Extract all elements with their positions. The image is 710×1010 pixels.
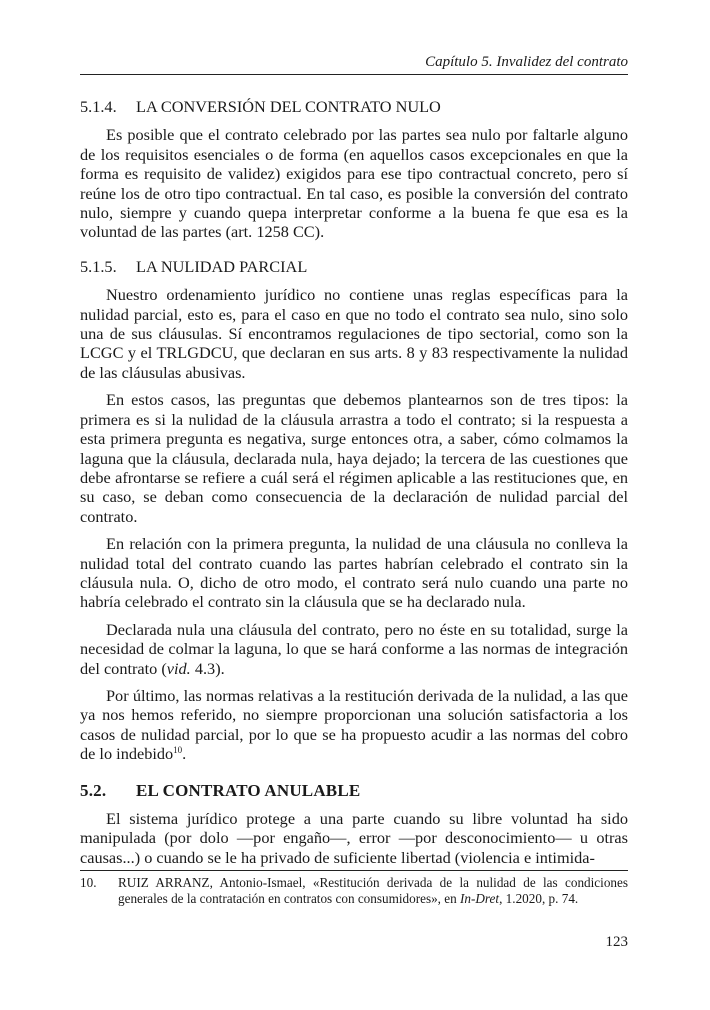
paragraph-text: 4.3). <box>190 658 225 678</box>
paragraph: El sistema jurídico protege a una parte cuando su libre voluntad ha sido manipulada (por dolo —por engaño—, error —por desconocimiento— u otras causas...) o cuando se le ha privado de suficiente libertad (violencia e intimida- <box>80 809 628 867</box>
running-header: Capítulo 5. Invalidez del contrato <box>425 54 628 70</box>
paragraph <box>80 686 628 764</box>
section-number: 5.1.4. <box>80 97 117 116</box>
footnote-text-part: , 1.2020, p. 74. <box>499 891 579 906</box>
section-number: 5.1.5. <box>80 256 117 276</box>
footnote-reference[interactable]: 10 <box>173 745 183 756</box>
page-body <box>80 97 628 867</box>
paragraph: Es posible que el contrato celebrado por las partes sea nulo por faltarle alguno de los requisitos esenciales o de forma (en aquellos casos excepcionales en que la forma es requisito de validez) exigidos para ese tipo contractual concreto, pero sí reúne los de otro tipo contractual. En tal caso, es posible la conversión del contrato nulo, siempre y cuando quepa interpretar conforme a la buena fe que esa es la voluntad de las partes (art. 1258 CC). <box>80 125 628 242</box>
footnote-number: 10. <box>80 875 97 890</box>
section-heading-5-2 <box>80 781 628 800</box>
section-heading-5-1-4 <box>80 97 628 116</box>
footnote-rule <box>80 870 628 871</box>
section-number: 5.2. <box>80 780 107 800</box>
paragraph <box>80 620 628 678</box>
paragraph-text: . <box>182 744 187 764</box>
italic-text: vid. <box>166 658 191 678</box>
paragraph-text: Declarada nula una cláusula del contrato, pero no éste en su totalidad, surge la necesidad de colmar la laguna, lo que se hará conforme a las normas de integración del contrato ( <box>80 619 628 678</box>
italic-text: In-Dret <box>460 891 500 906</box>
footnote-text-part: RUIZ ARRANZ, Antonio-Ismael, «Restitución derivada de la nulidad de las condiciones generales de la contratación en contratos con consumidores», en <box>118 875 628 906</box>
section-heading-5-1-5 <box>80 257 628 276</box>
section-title: EL CONTRATO ANULABLE <box>136 780 361 800</box>
paragraph: En estos casos, las preguntas que debemos plantearnos son de tres tipos: la primera es si la nulidad de la cláusula arrastra a todo el contrato; si la respuesta a esta primera pregunta es negativa, surge entonces otra, a saber, cómo colmamos la laguna que la cláusula, declarada nula, haya dejado; la tercera de las cuestiones que debe afrontarse se refiere a cuál será el régimen aplicable a las restituciones que, en su caso, se deban como consecuencia de la declaración de nulidad parcial del contrato. <box>80 390 628 526</box>
paragraph: En relación con la primera pregunta, la nulidad de una cláusula no conlleva la nulidad total del contrato cuando las partes habrían celebrado el contrato sin la cláusula nula. O, dicho de otro modo, el contrato será nulo cuando una parte no habría celebrado el contrato sin la cláusula que se ha declarado nula. <box>80 534 628 612</box>
footnote-text <box>118 875 628 907</box>
section-title: LA CONVERSIÓN DEL CONTRATO NULO <box>136 97 441 116</box>
paragraph: Nuestro ordenamiento jurídico no contiene unas reglas específicas para la nulidad parcial, esto es, para el caso en que no todo el contrato sea nulo, sino solo una de sus cláusulas. Sí encontramos regulaciones de tipo sectorial, como son la LCGC y el TRLGDCU, que declaran en sus arts. 8 y 83 respectivamente la nulidad de las cláusulas abusivas. <box>80 285 628 382</box>
paragraph-text: Por último, las normas relativas a la restitución derivada de la nulidad, a las que ya nos hemos referido, no siempre proporcionan una solución satisfactoria a los casos de nulidad parcial, por lo que se ha propuesto acudir a las normas del cobro de lo indebido <box>80 685 628 764</box>
header-rule <box>80 74 628 75</box>
footnote <box>80 875 628 907</box>
page-number: 123 <box>605 934 628 950</box>
section-title: LA NULIDAD PARCIAL <box>136 256 308 276</box>
